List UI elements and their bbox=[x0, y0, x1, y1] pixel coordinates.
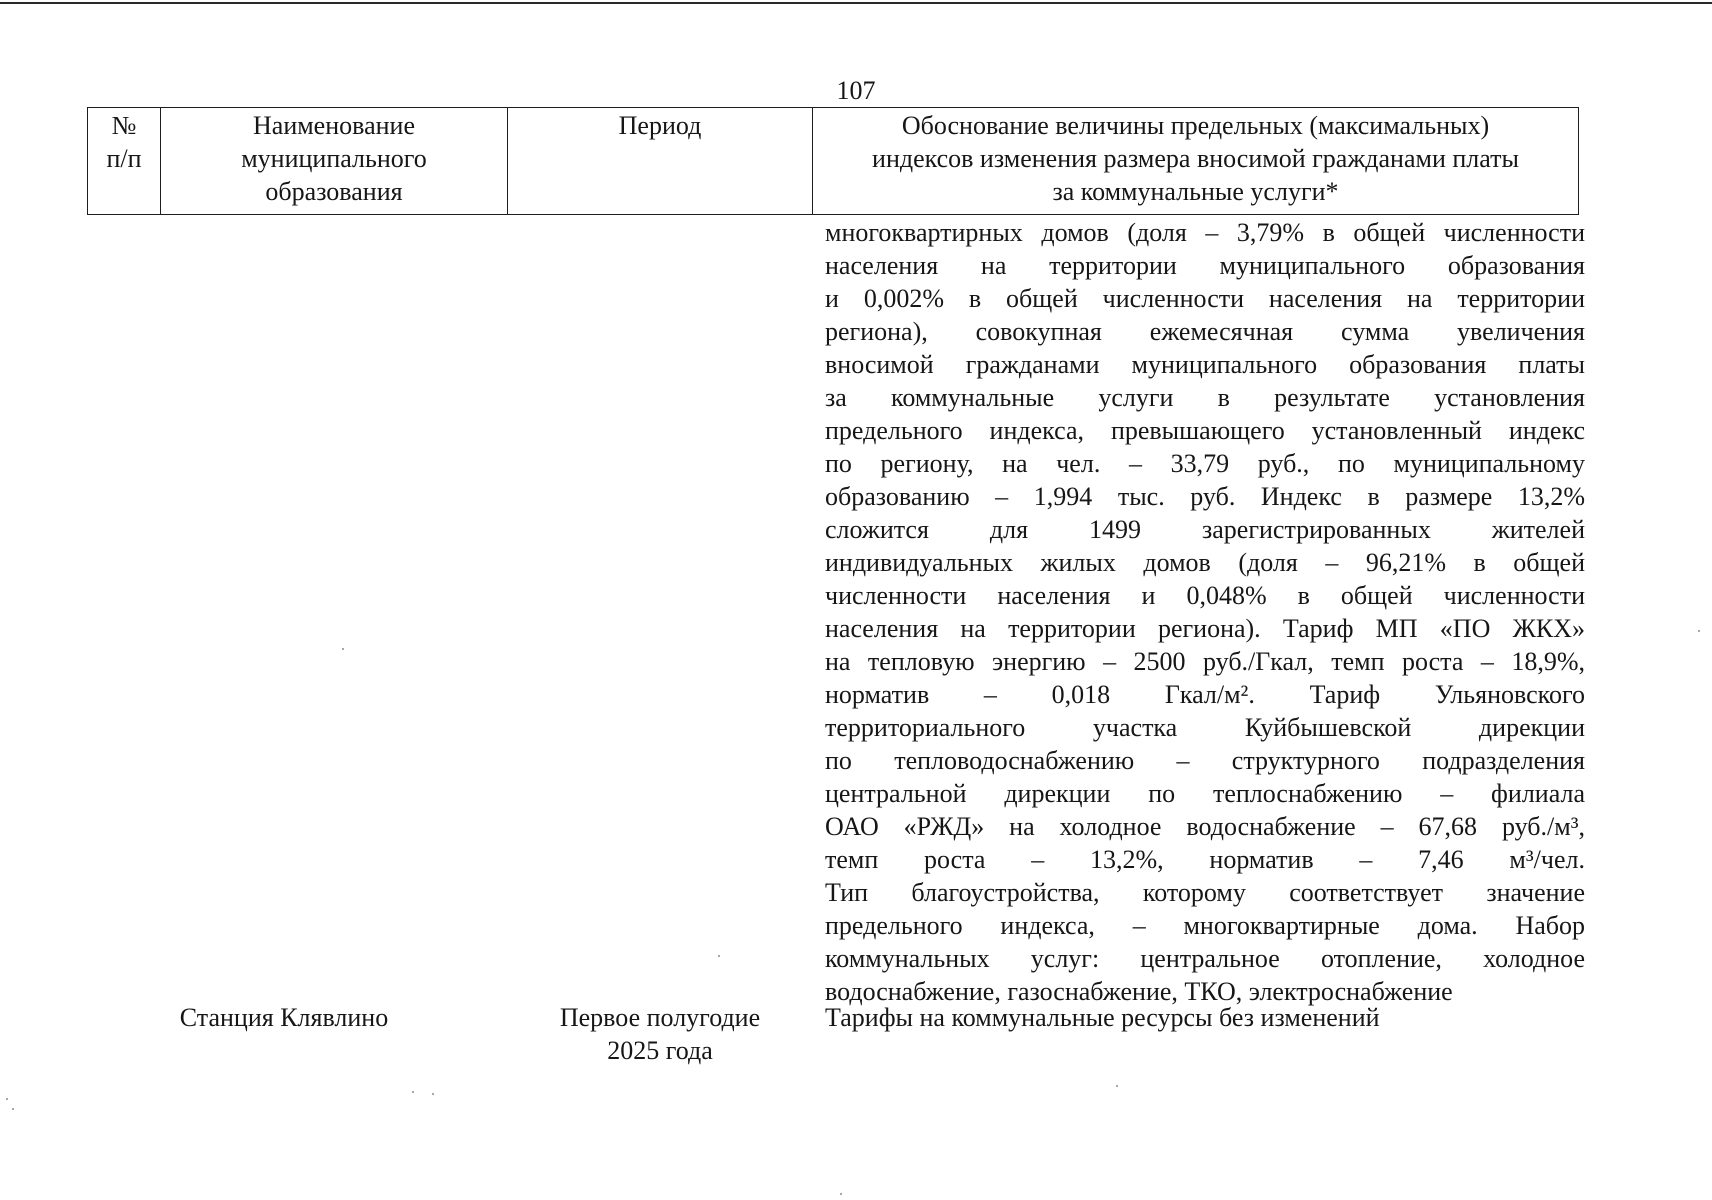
header-municipality-line: муниципального bbox=[241, 144, 427, 173]
table-header bbox=[87, 107, 1579, 215]
scan-speck bbox=[840, 1193, 842, 1195]
scan-speck bbox=[1698, 630, 1700, 632]
text-line: по региону, на чел. – 33,79 руб., по муниципальному bbox=[825, 449, 1585, 478]
municipality-name: Станция Клявлино bbox=[179, 1003, 389, 1032]
header-justification-line: индексов изменения размера вносимой гражданами платы bbox=[872, 144, 1519, 173]
text-line: региона), совокупная ежемесячная сумма увеличения bbox=[825, 317, 1585, 346]
text-line: по тепловодоснабжению – структурного подразделения bbox=[825, 746, 1585, 775]
header-justification-line: за коммунальные услуги* bbox=[1052, 177, 1339, 206]
text-line: предельного индекса, превышающего установленный индекс bbox=[825, 416, 1585, 445]
text-line: центральной дирекции по теплоснабжению – филиала bbox=[825, 779, 1585, 808]
text-line: населения на территории региона). Тариф МП «ПО ЖКХ» bbox=[825, 614, 1585, 643]
text-line: населения на территории муниципального образования bbox=[825, 251, 1585, 280]
justification-cell: Тарифы на коммунальные ресурсы без изменений bbox=[825, 1003, 1380, 1032]
scan-speck bbox=[6, 1098, 8, 1100]
scan-speck bbox=[12, 1108, 14, 1110]
header-municipality-line: образования bbox=[265, 177, 403, 206]
top-rule bbox=[0, 2, 1712, 4]
header-period-line: Период bbox=[618, 111, 702, 140]
page-number: 107 bbox=[836, 76, 876, 105]
header-municipality-line: Наименование bbox=[253, 111, 415, 140]
text-line: образованию – 1,994 тыс. руб. Индекс в размере 13,2% bbox=[825, 482, 1585, 511]
text-line: темп роста – 13,2%, норматив – 7,46 м³/чел. bbox=[825, 845, 1585, 874]
text-line: предельного индекса, – многоквартирные дома. Набор bbox=[825, 911, 1585, 940]
header-cell-number bbox=[88, 108, 161, 214]
text-line: численности населения и 0,048% в общей численности bbox=[825, 581, 1585, 610]
text-line: на тепловую энергию – 2500 руб./Гкал, темп роста – 18,9%, bbox=[825, 647, 1585, 676]
header-number-line: п/п bbox=[106, 144, 142, 173]
header-cell-justification bbox=[813, 108, 1578, 214]
text-line: и 0,002% в общей численности населения на территории bbox=[825, 284, 1585, 313]
text-line: индивидуальных жилых домов (доля – 96,21% в общей bbox=[825, 548, 1585, 577]
scan-speck bbox=[432, 1093, 434, 1095]
scan-speck bbox=[412, 1091, 414, 1093]
period-cell bbox=[540, 1001, 780, 1067]
header-justification-line: Обоснование величины предельных (максимальных) bbox=[901, 111, 1490, 140]
text-line: многоквартирных домов (доля – 3,79% в общей численности bbox=[825, 218, 1585, 247]
scan-speck bbox=[342, 648, 344, 650]
text-line: за коммунальные услуги в результате установления bbox=[825, 383, 1585, 412]
period-line: Первое полугодие bbox=[559, 1003, 761, 1032]
text-line: сложится для 1499 зарегистрированных жителей bbox=[825, 515, 1585, 544]
scan-speck bbox=[1116, 1085, 1118, 1087]
header-cell-period bbox=[508, 108, 813, 214]
period-line: 2025 года bbox=[607, 1036, 713, 1065]
text-line: территориального участка Куйбышевской дирекции bbox=[825, 713, 1585, 742]
text-line: Тип благоустройства, которому соответствует значение bbox=[825, 878, 1585, 907]
text-line: норматив – 0,018 Гкал/м². Тариф Ульяновского bbox=[825, 680, 1585, 709]
text-line: коммунальных услуг: центральное отопление, холодное bbox=[825, 944, 1585, 973]
text-line: ОАО «РЖД» на холодное водоснабжение – 67,68 руб./м³, bbox=[825, 812, 1585, 841]
header-number-line: № bbox=[111, 111, 137, 140]
text-line: водоснабжение, газоснабжение, ТКО, электроснабжение bbox=[825, 977, 1453, 1006]
justification-continuation bbox=[825, 216, 1585, 1008]
header-cell-municipality bbox=[161, 108, 508, 214]
scan-speck bbox=[718, 955, 720, 957]
text-line: вносимой гражданами муниципального образования платы bbox=[825, 350, 1585, 379]
